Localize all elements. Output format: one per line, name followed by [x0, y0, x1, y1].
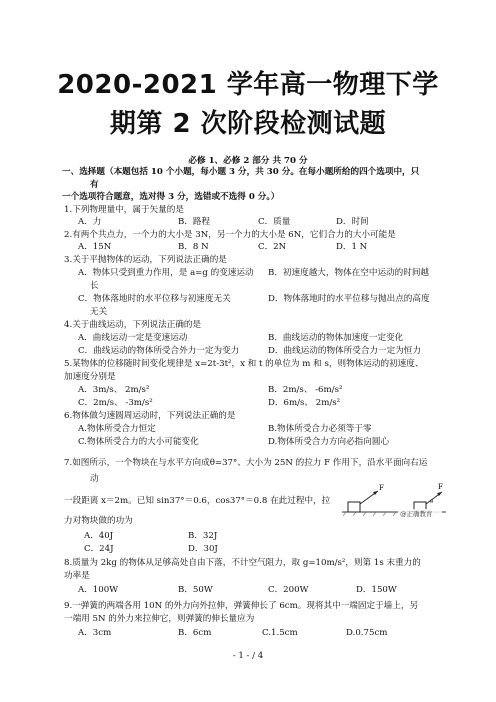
q9-option-b: B．6cm: [178, 628, 212, 638]
q7-option-a: A．40J: [84, 531, 114, 541]
q4-option-b: B．曲线运动的物体加速度一定变化: [268, 333, 404, 343]
q1-option-a: A．力: [78, 217, 102, 227]
q7-option-b: B．32J: [188, 531, 218, 541]
q6-option-d: D.物体所受合力方向必指向圆心: [268, 437, 390, 447]
q7-stem-cont3: 力对物块做的功为: [64, 516, 133, 526]
q1-option-d: D．时间: [336, 217, 369, 227]
q6-option-c: C.物体所受合力的大小可能变化: [78, 437, 199, 447]
q3-option-d: D．物体落地时的水平位移与抛出点的高度: [268, 294, 430, 304]
q6-stem: 6.物体做匀速圆周运动时，下列说法正确的是: [64, 411, 236, 421]
q7-figure: [342, 482, 446, 522]
q5-option-a: A．3m/s、 2m/s²: [78, 385, 150, 395]
watermark-stamp: @正确教育: [400, 510, 433, 518]
title-line-2: 期第 2 次阶段检测试题: [109, 109, 387, 139]
q5-stem-cont: 加速度分别是: [64, 372, 116, 382]
force-label-1: F: [379, 484, 384, 492]
q4-option-a: A．曲线运动一定是变速运动: [78, 333, 188, 343]
q2-option-c: C．2N: [258, 242, 287, 252]
q6-option-b: B.物体所受合力必须等于零: [268, 424, 372, 434]
section-heading-cont: 有: [90, 180, 99, 190]
q3-option-b-cont: 长: [90, 281, 99, 291]
q3-option-c: C．物体落地时的水平位移与初速度无关: [78, 294, 231, 304]
q7-option-d: D．30J: [188, 544, 218, 554]
force-label-2: F: [438, 483, 443, 491]
q7-stem-cont: 动: [90, 474, 99, 484]
q8-option-b: B．50W: [178, 585, 213, 595]
q4-option-c: C．曲线运动的物体所受合外力一定为变力: [78, 346, 240, 356]
q8-option-d: D．150W: [356, 585, 397, 595]
q1-stem: 1.下列物理量中，属于矢量的是: [64, 205, 184, 215]
q8-option-c: C．200W: [268, 585, 309, 595]
q1-option-c: C．质量: [258, 217, 291, 227]
q9-stem-cont: 一端用 5N 的外力来拉伸它，则弹簧的伸长量应为: [64, 614, 255, 624]
subtitle: 必修 1、必修 2 部分 共 70 分: [188, 156, 308, 166]
q2-option-b: B．8 N: [178, 242, 209, 252]
q2-stem: 2.有两个共点力，一个力的大小是 3N，另一个力的大小是 6N，它们合力的大小可能是: [64, 230, 396, 240]
q9-option-d: D.0.75cm: [346, 628, 388, 638]
q2-option-a: A．15N: [78, 242, 112, 252]
q3-stem: 3.关于平抛物体的运动，下列说法正确的是: [64, 255, 227, 265]
q1-option-b: B．路程: [178, 217, 211, 227]
q8-stem-cont: 功率是: [64, 571, 90, 581]
q7-option-c: C．24J: [84, 544, 114, 554]
section-heading: 一、选择题（本题包括 10 个小题，每小题 3 分，共 30 分。在每小题所给的四个选项中，只: [62, 167, 420, 177]
q5-option-c: C．2m/s、 -3m/s²: [78, 398, 153, 408]
q6-option-a: A.物体所受合力恒定: [78, 424, 156, 434]
q5-option-d: D．6m/s、 2m/s²: [268, 398, 341, 408]
q3-option-d-cont: 无关: [90, 307, 108, 317]
q5-stem: 5.某物体的位移随时间变化规律是 x=2t-3t²，x 和 t 的单位为 m 和 s，则物体运动的初速度、: [64, 359, 424, 369]
q8-stem: 8.质量为 2kg 的物体从足够高处自由下落，不计空气阻力，取 g=10m/s²，则第 1s 末重力的: [64, 558, 421, 568]
q3-option-a: A．物体只受到重力作用，是 a=g 的变速运动: [78, 268, 254, 278]
angle-label: θ: [430, 499, 434, 505]
page-number: - 1 - / 4: [232, 651, 264, 661]
q8-option-a: A．100W: [78, 585, 119, 595]
q7-stem-cont2: 一段距离 x＝2m。已知 sin37°＝0.6，cos37°＝0.8 在此过程中，拉: [64, 496, 331, 506]
block-start: [348, 502, 360, 512]
q4-option-d: D．曲线运动的物体所受合力一定为恒力: [268, 346, 421, 356]
q4-stem: 4.关于曲线运动，下列说法正确的是: [64, 320, 202, 330]
q2-option-d: D．1 N: [336, 242, 368, 252]
q9-option-a: A．3cm: [78, 628, 112, 638]
q7-stem: 7.如图所示，一个物块在与水平方向成θ=37°、大小为 25N 的拉力 F 作用下，沿水平面向右运: [64, 458, 428, 468]
q9-stem: 9.一弹簧的两端各用 10N 的外力向外拉伸，弹簧伸长了 6cm。现将其中一端固定于墙上，另: [64, 601, 419, 611]
title-line-1: 2020-2021 学年高一物理下学: [57, 70, 439, 100]
section-heading-cont2: 一个选项符合题意，选对得 3 分，选错或不选得 0 分。）: [62, 192, 280, 202]
q5-option-b: B．2m/s、 -6m/s²: [268, 385, 343, 395]
q9-option-c: C.1.5cm: [262, 628, 298, 638]
q3-option-b: B．初速度越大，物体在空中运动的时间越: [268, 268, 430, 278]
